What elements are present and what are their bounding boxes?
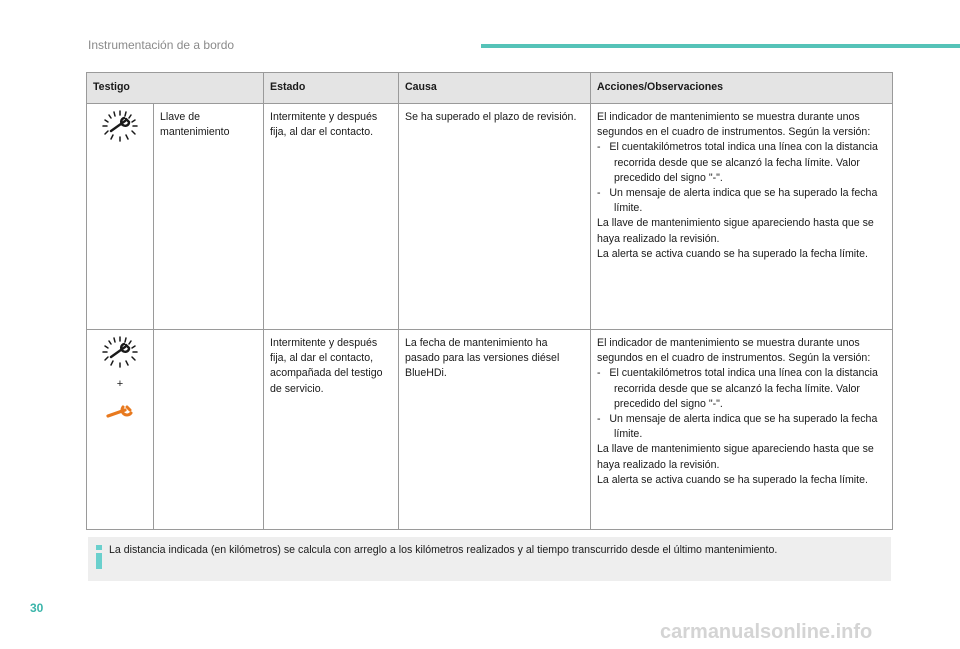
indicator-label	[154, 330, 264, 530]
table-row	[87, 330, 893, 530]
actions-bullet: - El cuentakilómetros total indica una línea con la distancia recorrida desde que se alcanzó la fecha límite. Valor precedido del signo "-".	[597, 141, 878, 184]
info-note-text: La distancia indicada (en kilómetros) se calcula con arreglo a los kilómetros realizados y al tiempo transcurrido desde el último mantenimiento.	[109, 544, 778, 556]
section-accent-bar	[481, 44, 960, 48]
cause-cell: La fecha de mantenimiento ha pasado para las versiones diésel BlueHDi.	[399, 330, 591, 530]
page-number: 30	[30, 601, 44, 615]
info-note-box	[88, 537, 891, 581]
watermark: carmanualsonline.info	[660, 621, 873, 643]
status-cell: Intermitente y después fija, al dar el contacto.	[264, 104, 399, 330]
section-title: Instrumentación de a bordo	[88, 38, 235, 52]
actions-note: La alerta se activa cuando se ha superado la fecha límite.	[597, 247, 868, 260]
column-header-estado: Estado	[264, 73, 399, 104]
icon-cell	[87, 104, 154, 330]
wrench-warning-icon	[100, 110, 140, 144]
column-header-acciones: Acciones/Observaciones	[591, 73, 893, 104]
warning-lights-table	[86, 72, 893, 530]
cause-cell: Se ha superado el plazo de revisión.	[399, 104, 591, 330]
table-header-row	[87, 73, 893, 104]
status-cell: Intermitente y después fija, al dar el contacto, acompañada del testigo de servicio.	[264, 330, 399, 530]
actions-cell	[591, 330, 893, 530]
service-wrench-icon	[105, 404, 135, 420]
column-header-causa: Causa	[399, 73, 591, 104]
actions-intro: El indicador de mantenimiento se muestra durante unos segundos en el cuadro de instrumentos. Según la versión:	[597, 337, 871, 365]
actions-bullet: - Un mensaje de alerta indica que se ha superado la fecha límite.	[597, 413, 878, 441]
actions-note: La llave de mantenimiento sigue apareciendo hasta que se haya realizado la revisión.	[597, 217, 874, 245]
plus-sign: +	[116, 378, 124, 391]
actions-intro: El indicador de mantenimiento se muestra durante unos segundos en el cuadro de instrumentos. Según la versión:	[597, 111, 871, 139]
table-row	[87, 104, 893, 330]
column-header-testigo: Testigo	[87, 73, 264, 104]
actions-cell	[591, 104, 893, 330]
actions-bullet: - Un mensaje de alerta indica que se ha superado la fecha límite.	[597, 187, 878, 215]
actions-note: La alerta se activa cuando se ha superado la fecha límite.	[597, 473, 868, 486]
actions-note: La llave de mantenimiento sigue apareciendo hasta que se haya realizado la revisión.	[597, 443, 874, 471]
icon-cell	[87, 330, 154, 530]
wrench-warning-icon	[100, 336, 140, 370]
info-icon	[96, 545, 102, 569]
actions-bullet: - El cuentakilómetros total indica una línea con la distancia recorrida desde que se alcanzó la fecha límite. Valor precedido del signo "-".	[597, 367, 878, 410]
indicator-label: Llave de mantenimiento	[154, 104, 264, 330]
